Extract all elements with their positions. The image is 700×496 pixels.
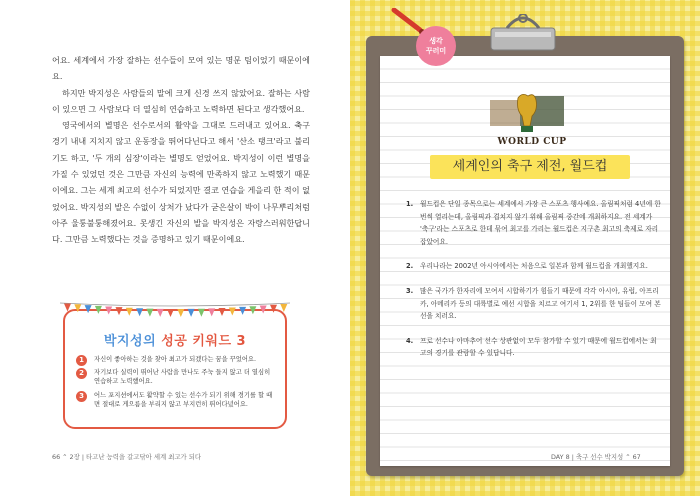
keyword-item [76,391,276,409]
keyword-title [80,330,270,349]
keyword-title-part2: 성공 키워드 3 [161,334,247,349]
paragraph: 어요. 세계에서 가장 잘하는 선수들이 모여 있는 명문 팀이었기 때문이에요. [52,55,310,82]
pennant-flag [198,309,205,317]
note-list [406,198,661,372]
pennant-flag [249,306,256,314]
note-text: 프로 선수나 아마추어 선수 상관없이 모두 참가할 수 있기 때문에 월드컵에서는 최고의 경기를 관람할 수 있답니다. [420,336,657,358]
keyword-item [76,368,276,386]
number-badge: 3 [76,391,87,402]
badge-label: 생각 꾸러미 [425,37,447,55]
pennant-flag [157,309,164,317]
right-page-footer: DAY 8 | 축구 선수 박지성 ⌃ 67 [551,453,641,461]
thinking-bundle-badge [416,26,456,66]
pennant-flag [208,308,215,316]
pennant-flag [126,308,133,316]
pennant-flag [229,308,236,316]
pennant-flag [239,307,246,315]
note-item [406,335,661,360]
paragraph: 영국에서의 별명은 선수로서의 활약을 그대로 드러내고 있어요. 축구 경기 내내 지치지 않고 운동장을 뛰어다닌다고 해서 '산소 탱크'라고 불리기도 하고, '두 개의 심장'이라는 별명도 얻었어요. 박지성이 이런 별명을 가질 수 있었던 것은 그만큼 자신의 능력에 만족하지 않고 노력했기 때문이에요. 그는 세계 최고의 선수가 되었지만 결코 연습을 게을리 한 적이 없었어요. 박지성의 발은 수없이 상처가 났다가 굳은살이 박이 나무뿌리처럼 아주 울퉁불퉁해졌어요. 못생긴 자신의 발을 박지성은 자랑스러워한답니다. 그만큼 노력했다는 것을 증명하고 있기 때문이에요. [52,120,310,245]
number-badge: 1 [76,355,87,366]
pennant-flag [270,305,277,313]
right-page [350,0,700,496]
pennant-flag [95,306,102,314]
note-item [406,285,661,323]
note-item [406,260,661,273]
pennant-flag [116,307,123,315]
pennant-flag [136,308,143,316]
pennant-flag [74,304,81,312]
note-text: 많은 국가가 한자리에 모여서 시합하기가 힘들기 때문에 각각 아시아, 유럽, 아프리카, 아메리카 등의 대륙별로 예선 시합을 치르고 여기서 1, 2위를 한 팀들이 모여 본선을 치러요. [420,286,661,321]
world-cup-logo-text: WORLD CUP [497,137,567,147]
note-number: 1. [406,200,414,208]
pennant-flag [188,309,195,317]
keyword-title-part1: 박지성의 [103,334,157,349]
pennant-flag [219,308,226,316]
keyword-list [76,355,276,413]
keyword-item [76,355,276,364]
pennant-flag [167,309,174,317]
pennant-flag [85,305,92,313]
note-title: 세계인의 축구 제전, 월드컵 [452,159,608,174]
pennant-flag [280,304,287,312]
pennant-flag [146,309,153,317]
keyword-text: 자기보다 실력이 뛰어난 사람을 만나도 주눅 들지 않고 더 열심히 연습하고 노력했어요. [94,369,271,386]
note-number: 3. [406,286,414,295]
binder-clip-icon [485,14,561,54]
pennant-flag [105,307,112,315]
note-number: 2. [406,262,414,271]
note-number: 4. [406,336,414,345]
left-page-footer: 66 ⌃ 2장 | 타고난 능력을 갈고닦아 세계 최고가 되다 [52,453,202,461]
pennant-flag [177,309,184,317]
pennant-flag [260,306,267,314]
note-text: 우리나라는 2002년 아시아에서는 처음으로 일본과 함께 월드컵을 개최했지요. [420,262,648,271]
body-text [52,52,310,248]
note-text: 월드컵은 단일 종목으로는 세계에서 가장 큰 스포츠 행사예요. 올림픽처럼 4년에 한 번씩 열리는데, 올림픽과 겹치지 않기 위해 올림픽 중간에 개최하지요. 전 세계가 '축구'라는 스포츠로 한데 묶여 최고를 가리는 월드컵은 지구촌 최고의 축제로 자리 잡았어요. [420,200,661,246]
pennant-flag [64,303,71,311]
number-badge: 2 [76,368,87,379]
pennant-garland-icon [58,300,292,320]
paragraph: 하지만 박지성은 사람들의 말에 크게 신경 쓰지 않았어요. 잘하는 사람이 있으면 그 사람보다 더 열심히 연습하고 노력하면 된다고 생각했어요. [52,87,310,114]
keyword-text: 어느 포지션에서도 활약할 수 있는 선수가 되기 위해 경기를 할 때면 절대로 게으름을 부리지 않고 부지런히 뛰어다녔어요. [94,391,273,408]
note-item [406,198,661,248]
keyword-text: 자신이 좋아하는 것을 찾아 최고가 되겠다는 꿈을 꾸었어요. [94,356,256,363]
